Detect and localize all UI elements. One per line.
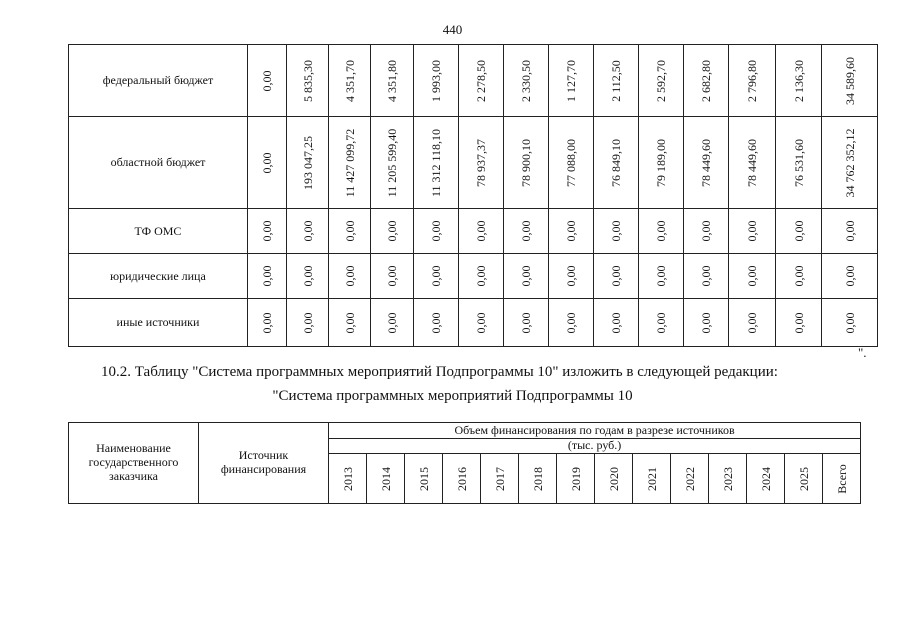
cell-value: 78 449,60 <box>699 138 713 187</box>
cell-value: 0,00 <box>429 265 443 287</box>
value-cell <box>287 299 329 347</box>
year-header <box>367 454 405 504</box>
year-label: 2017 <box>492 466 507 491</box>
table-subtitle: "Система программных мероприятий Подпрограммы 10 <box>272 388 633 404</box>
year-header <box>329 454 367 504</box>
value-cell <box>504 299 549 347</box>
cell-value: 78 449,60 <box>745 138 759 187</box>
cell-value: 0,00 <box>474 265 488 287</box>
table-row <box>69 254 878 299</box>
value-cell <box>371 299 414 347</box>
value-cell <box>459 254 504 299</box>
value-cell <box>414 45 459 117</box>
cell-value: 0,00 <box>842 312 857 333</box>
value-cell <box>594 45 639 117</box>
cell-value: 11 205 599,40 <box>385 128 399 197</box>
value-cell <box>776 254 822 299</box>
year-header <box>519 454 557 504</box>
cell-value: 0,00 <box>474 312 488 333</box>
cell-value: 0,00 <box>699 220 713 242</box>
value-cell <box>248 45 287 117</box>
cell-value: 0,00 <box>564 220 578 242</box>
value-cell <box>549 209 594 254</box>
cell-value: 5 835,30 <box>300 59 315 102</box>
cell-value: 1 127,70 <box>564 59 578 102</box>
value-cell <box>287 117 329 209</box>
page-number: 440 <box>442 22 463 37</box>
cell-value: 0,00 <box>300 265 315 287</box>
value-cell <box>329 209 371 254</box>
program-measures-header-table <box>68 422 861 504</box>
table-row <box>69 45 878 117</box>
year-label: 2020 <box>606 466 621 491</box>
value-cell <box>504 254 549 299</box>
closing-quote: ". <box>858 345 867 360</box>
year-label: Всего <box>834 463 849 494</box>
value-cell <box>639 209 684 254</box>
value-cell <box>287 254 329 299</box>
cell-value: 0,00 <box>609 312 623 333</box>
value-cell <box>729 299 776 347</box>
value-cell <box>504 45 549 117</box>
year-label: 2025 <box>796 466 811 491</box>
value-cell <box>287 209 329 254</box>
cell-value: 0,00 <box>342 265 357 287</box>
value-cell <box>822 45 878 117</box>
cell-value: 2 330,50 <box>519 59 533 102</box>
cell-value: 0,00 <box>699 312 713 333</box>
table-row <box>69 117 878 209</box>
value-cell <box>549 299 594 347</box>
row-label: федеральный бюджет <box>69 45 248 117</box>
cell-value: 2 278,50 <box>474 59 488 102</box>
cell-value: 0,00 <box>519 220 533 242</box>
cell-value: 0,00 <box>300 312 315 333</box>
value-cell <box>776 117 822 209</box>
cell-value: 0,00 <box>745 220 759 242</box>
cell-value: 34 589,60 <box>842 56 857 105</box>
value-cell <box>459 45 504 117</box>
cell-value: 2 682,80 <box>699 59 713 102</box>
cell-value: 0,00 <box>564 265 578 287</box>
cell-value: 0,00 <box>654 265 668 287</box>
cell-value: 0,00 <box>342 220 357 242</box>
value-cell <box>776 299 822 347</box>
year-header <box>405 454 443 504</box>
value-cell <box>822 209 878 254</box>
volume-header: Объем финансирования по годам в разрезе источников <box>329 423 861 439</box>
value-cell <box>549 117 594 209</box>
value-cell <box>594 117 639 209</box>
year-label: 2016 <box>454 466 469 491</box>
cell-value: 0,00 <box>429 312 443 333</box>
cell-value: 77 088,00 <box>564 138 578 187</box>
value-cell <box>776 45 822 117</box>
value-cell <box>822 117 878 209</box>
cell-value: 0,00 <box>260 220 274 242</box>
cell-value: 0,00 <box>745 265 759 287</box>
cell-value: 0,00 <box>260 265 274 287</box>
year-label: 2013 <box>340 466 355 491</box>
value-cell <box>329 45 371 117</box>
value-cell <box>639 299 684 347</box>
year-header <box>557 454 595 504</box>
value-cell <box>549 45 594 117</box>
year-label: 2015 <box>416 466 431 491</box>
cell-value: 0,00 <box>791 312 806 333</box>
value-cell <box>459 209 504 254</box>
value-cell <box>639 254 684 299</box>
table-row <box>69 299 878 347</box>
row-label: юридические лица <box>69 254 248 299</box>
cell-value: 0,00 <box>842 265 857 287</box>
cell-value: 0,00 <box>609 265 623 287</box>
value-cell <box>684 45 729 117</box>
customer-header: Наименование государственного заказчика <box>69 423 199 504</box>
cell-value: 0,00 <box>519 265 533 287</box>
cell-value: 2 112,50 <box>609 59 623 102</box>
value-cell <box>287 45 329 117</box>
value-cell <box>371 254 414 299</box>
year-header <box>443 454 481 504</box>
cell-value: 193 047,25 <box>300 135 315 190</box>
value-cell <box>684 209 729 254</box>
value-cell <box>414 117 459 209</box>
value-cell <box>729 45 776 117</box>
cell-value: 0,00 <box>519 312 533 333</box>
value-cell <box>822 254 878 299</box>
value-cell <box>729 209 776 254</box>
value-cell <box>504 117 549 209</box>
value-cell <box>684 117 729 209</box>
value-cell <box>248 209 287 254</box>
cell-value: 0,00 <box>791 265 806 287</box>
unit-label: (тыс. руб.) <box>329 439 861 454</box>
value-cell <box>371 209 414 254</box>
cell-value: 0,00 <box>654 312 668 333</box>
financing-table <box>68 44 878 347</box>
value-cell <box>248 299 287 347</box>
cell-value: 4 351,80 <box>385 59 399 102</box>
cell-value: 11 312 118,10 <box>429 128 443 197</box>
cell-value: 0,00 <box>699 265 713 287</box>
value-cell <box>459 117 504 209</box>
value-cell <box>414 254 459 299</box>
year-header <box>709 454 747 504</box>
cell-value: 76 531,60 <box>791 138 806 187</box>
cell-value: 2 136,30 <box>791 59 806 102</box>
value-cell <box>729 117 776 209</box>
instruction-text: 10.2. Таблицу "Система программных мероприятий Подпрограммы 10" изложить в следующей редакции: <box>101 364 778 380</box>
year-label: 2023 <box>720 466 735 491</box>
value-cell <box>684 254 729 299</box>
value-cell <box>594 254 639 299</box>
cell-value: 0,00 <box>385 312 399 333</box>
cell-value: 2 796,80 <box>745 59 759 102</box>
value-cell <box>822 299 878 347</box>
value-cell <box>594 299 639 347</box>
cell-value: 0,00 <box>791 220 806 242</box>
year-header <box>823 454 861 504</box>
year-label: 2014 <box>378 466 393 491</box>
cell-value: 0,00 <box>342 312 357 333</box>
cell-value: 0,00 <box>564 312 578 333</box>
cell-value: 2 592,70 <box>654 59 668 102</box>
year-label: 2022 <box>682 466 697 491</box>
cell-value: 0,00 <box>654 220 668 242</box>
year-header <box>747 454 785 504</box>
cell-value: 0,00 <box>745 312 759 333</box>
cell-value: 34 762 352,12 <box>842 128 857 197</box>
source-header: Источник финансирования <box>199 423 329 504</box>
value-cell <box>248 117 287 209</box>
value-cell <box>549 254 594 299</box>
year-label: 2018 <box>530 466 545 491</box>
value-cell <box>329 299 371 347</box>
cell-value: 0,00 <box>385 220 399 242</box>
year-header <box>785 454 823 504</box>
row-label: ТФ ОМС <box>69 209 248 254</box>
cell-value: 0,00 <box>300 220 315 242</box>
year-header <box>595 454 633 504</box>
value-cell <box>329 117 371 209</box>
value-cell <box>594 209 639 254</box>
value-cell <box>248 254 287 299</box>
year-label: 2024 <box>758 466 773 491</box>
cell-value: 79 189,00 <box>654 138 668 187</box>
cell-value: 0,00 <box>385 265 399 287</box>
year-header <box>633 454 671 504</box>
value-cell <box>639 45 684 117</box>
year-header <box>481 454 519 504</box>
cell-value: 0,00 <box>474 220 488 242</box>
value-cell <box>414 299 459 347</box>
cell-value: 0,00 <box>842 220 857 242</box>
value-cell <box>729 254 776 299</box>
value-cell <box>639 117 684 209</box>
value-cell <box>504 209 549 254</box>
value-cell <box>414 209 459 254</box>
value-cell <box>684 299 729 347</box>
year-label: 2021 <box>644 466 659 491</box>
cell-value: 0,00 <box>260 70 274 91</box>
year-header <box>671 454 709 504</box>
cell-value: 76 849,10 <box>609 138 623 187</box>
cell-value: 0,00 <box>429 220 443 242</box>
value-cell <box>459 299 504 347</box>
cell-value: 78 900,10 <box>519 138 533 187</box>
cell-value: 0,00 <box>260 312 274 333</box>
cell-value: 11 427 099,72 <box>342 128 357 197</box>
table-row <box>69 209 878 254</box>
year-label: 2019 <box>568 466 583 491</box>
cell-value: 4 351,70 <box>342 59 357 102</box>
value-cell <box>371 117 414 209</box>
cell-value: 1 993,00 <box>429 59 443 102</box>
value-cell <box>329 254 371 299</box>
cell-value: 0,00 <box>609 220 623 242</box>
row-label: иные источники <box>69 299 248 347</box>
value-cell <box>371 45 414 117</box>
row-label: областной бюджет <box>69 117 248 209</box>
cell-value: 0,00 <box>260 152 274 173</box>
value-cell <box>776 209 822 254</box>
cell-value: 78 937,37 <box>474 138 488 187</box>
